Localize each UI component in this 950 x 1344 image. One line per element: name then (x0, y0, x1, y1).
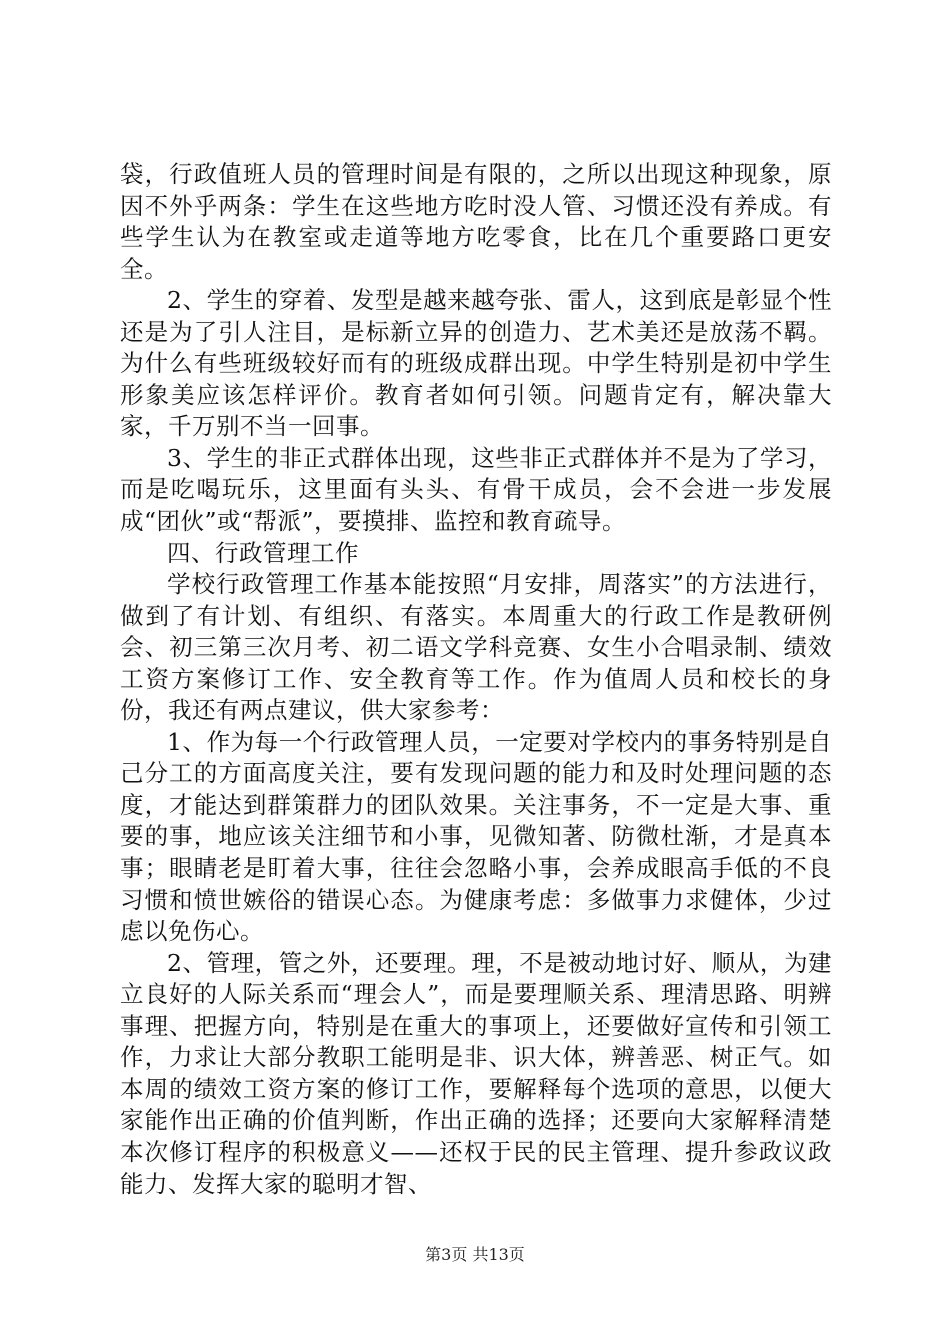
paragraph-admin-work: 学校行政管理工作基本能按照“月安排，周落实”的方法进行，做到了有计划、有组织、有落实。本周重大的行政工作是教研例会、初三第三次月考、初二语文学科竞赛、女生小合唱录制、绩效工资方案修订工作、安全教育等工作。作为值周人员和校长的身份，我还有两点建议，供大家参考： (120, 570, 832, 725)
paragraph-continuation: 袋，行政值班人员的管理时间是有限的，之所以出现这种现象，原因不外乎两条：学生在这些地方吃时没人管、习惯还没有养成。有些学生认为在教室或走道等地方吃零食，比在几个重要路口更安全。 (120, 160, 832, 283)
paragraph-suggestion-2: 2、管理，管之外，还要理。理，不是被动地讨好、顺从，为建立良好的人际关系而“理会人”，而是要理顺关系、理清思路、明辨事理、把握方向，特别是在重大的事项上，还要做好宣传和引领工作，力求让大部分教职工能明是非、识大体，辨善恶、树正气。如本周的绩效工资方案的修订工作，要解释每个选项的意思，以便大家能作出正确的价值判断，作出正确的选择；还要向大家解释清楚本次修订程序的积极意义——还权于民的民主管理、提升参政议政能力、发挥大家的聪明才智、 (120, 948, 832, 1198)
paragraph-item-2: 2、学生的穿着、发型是越来越夸张、雷人，这到底是彰显个性还是为了引人注目，是标新立异的创造力、艺术美还是放荡不羁。为什么有些班级较好而有的班级成群出现。中学生特别是初中学生形象美应该怎样评价。教育者如何引领。问题肯定有，解决靠大家，千万别不当一回事。 (120, 286, 832, 441)
paragraph-suggestion-1: 1、作为每一个行政管理人员，一定要对学校内的事务特别是自己分工的方面高度关注，要有发现问题的能力和及时处理问题的态度，才能达到群策群力的团队效果。关注事务，不一定是大事、重要的事，地应该关注细节和小事，见微知著、防微杜渐，才是真本事；眼睛老是盯着大事，往往会忽略小事，会养成眼高手低的不良习惯和愤世嫉俗的错误心态。为健康考虑：多做事力求健体，少过虑以免伤心。 (120, 727, 832, 946)
section-heading: 四、行政管理工作 (167, 538, 359, 567)
paragraph-item-3: 3、学生的非正式群体出现，这些非正式群体并不是为了学习，而是吃喝玩乐，这里面有头头、有骨干成员，会不会进一步发展成“团伙”或“帮派”，要摸排、监控和教育疏导。 (120, 443, 832, 536)
document-body (120, 159, 832, 1200)
page-number: 第3页 共13页 (425, 1245, 525, 1264)
